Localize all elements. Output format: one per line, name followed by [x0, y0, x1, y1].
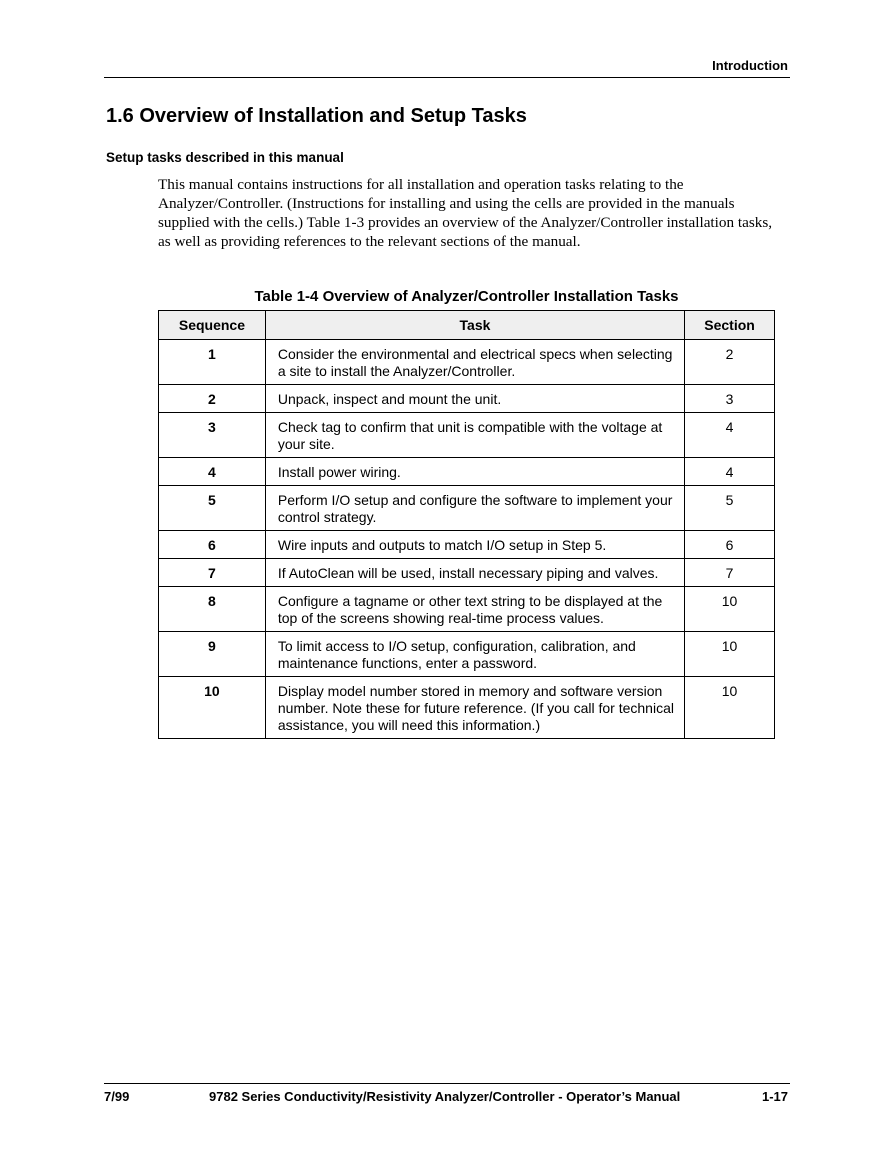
section-cell: 10 — [685, 677, 775, 739]
sequence-cell: 2 — [159, 385, 266, 413]
running-header-section: Introduction — [712, 58, 788, 73]
section-heading: 1.6 Overview of Installation and Setup Tasks — [106, 105, 527, 127]
task-cell: Wire inputs and outputs to match I/O setup in Step 5. — [265, 531, 684, 559]
table-row — [159, 413, 775, 458]
sequence-cell: 1 — [159, 340, 266, 385]
table-header-row — [159, 311, 775, 340]
subheading: Setup tasks described in this manual — [106, 150, 344, 165]
header-section: Section — [685, 311, 775, 340]
section-cell: 4 — [685, 458, 775, 486]
task-cell: Install power wiring. — [265, 458, 684, 486]
header-task: Task — [265, 311, 684, 340]
table-row — [159, 531, 775, 559]
sequence-cell: 3 — [159, 413, 266, 458]
sequence-cell: 8 — [159, 587, 266, 632]
header-sequence: Sequence — [159, 311, 266, 340]
table-row — [159, 458, 775, 486]
footer-page-number: 1-17 — [761, 1089, 788, 1104]
section-cell: 10 — [685, 632, 775, 677]
section-cell: 2 — [685, 340, 775, 385]
task-cell: To limit access to I/O setup, configuration, calibration, and maintenance functions, enter a password. — [265, 632, 684, 677]
sequence-cell: 4 — [159, 458, 266, 486]
section-cell: 4 — [685, 413, 775, 458]
sequence-cell: 6 — [159, 531, 266, 559]
table-row — [159, 677, 775, 739]
table-row — [159, 385, 775, 413]
sequence-cell: 5 — [159, 486, 266, 531]
sequence-cell: 7 — [159, 559, 266, 587]
task-cell: If AutoClean will be used, install necessary piping and valves. — [265, 559, 684, 587]
table-row — [159, 340, 775, 385]
installation-tasks-table — [158, 310, 775, 739]
table-row — [159, 559, 775, 587]
task-cell: Consider the environmental and electrical specs when selecting a site to install the Analyzer/Controller. — [265, 340, 684, 385]
section-cell: 3 — [685, 385, 775, 413]
footer-rule — [104, 1083, 790, 1084]
table-caption: Table 1-4 Overview of Analyzer/Controller Installation Tasks — [254, 288, 679, 305]
footer-manual-title: 9782 Series Conductivity/Resistivity Analyzer/Controller - Operator’s Manual — [209, 1089, 681, 1104]
table-row — [159, 587, 775, 632]
section-cell: 7 — [685, 559, 775, 587]
table-row — [159, 632, 775, 677]
header-rule — [104, 77, 790, 78]
section-cell: 5 — [685, 486, 775, 531]
section-cell: 6 — [685, 531, 775, 559]
task-cell: Check tag to confirm that unit is compatible with the voltage at your site. — [265, 413, 684, 458]
table-row — [159, 486, 775, 531]
task-cell: Perform I/O setup and configure the software to implement your control strategy. — [265, 486, 684, 531]
section-cell: 10 — [685, 587, 775, 632]
intro-paragraph: This manual contains instructions for all installation and operation tasks relating to the Analyzer/Controller. (Instructions for installing and using the cells are provided in the manuals supplied with the cells.) Table 1-3 provides an overview of the Analyzer/Controller installation tasks, as well as providing references to the relevant sections of the manual. — [158, 176, 773, 250]
task-cell: Unpack, inspect and mount the unit. — [265, 385, 684, 413]
task-cell: Display model number stored in memory and software version number. Note these for future reference. (If you call for technical assistance, you will need this information.) — [265, 677, 684, 739]
sequence-cell: 10 — [159, 677, 266, 739]
sequence-cell: 9 — [159, 632, 266, 677]
footer-date: 7/99 — [104, 1089, 130, 1104]
task-cell: Configure a tagname or other text string to be displayed at the top of the screens showing real-time process values. — [265, 587, 684, 632]
